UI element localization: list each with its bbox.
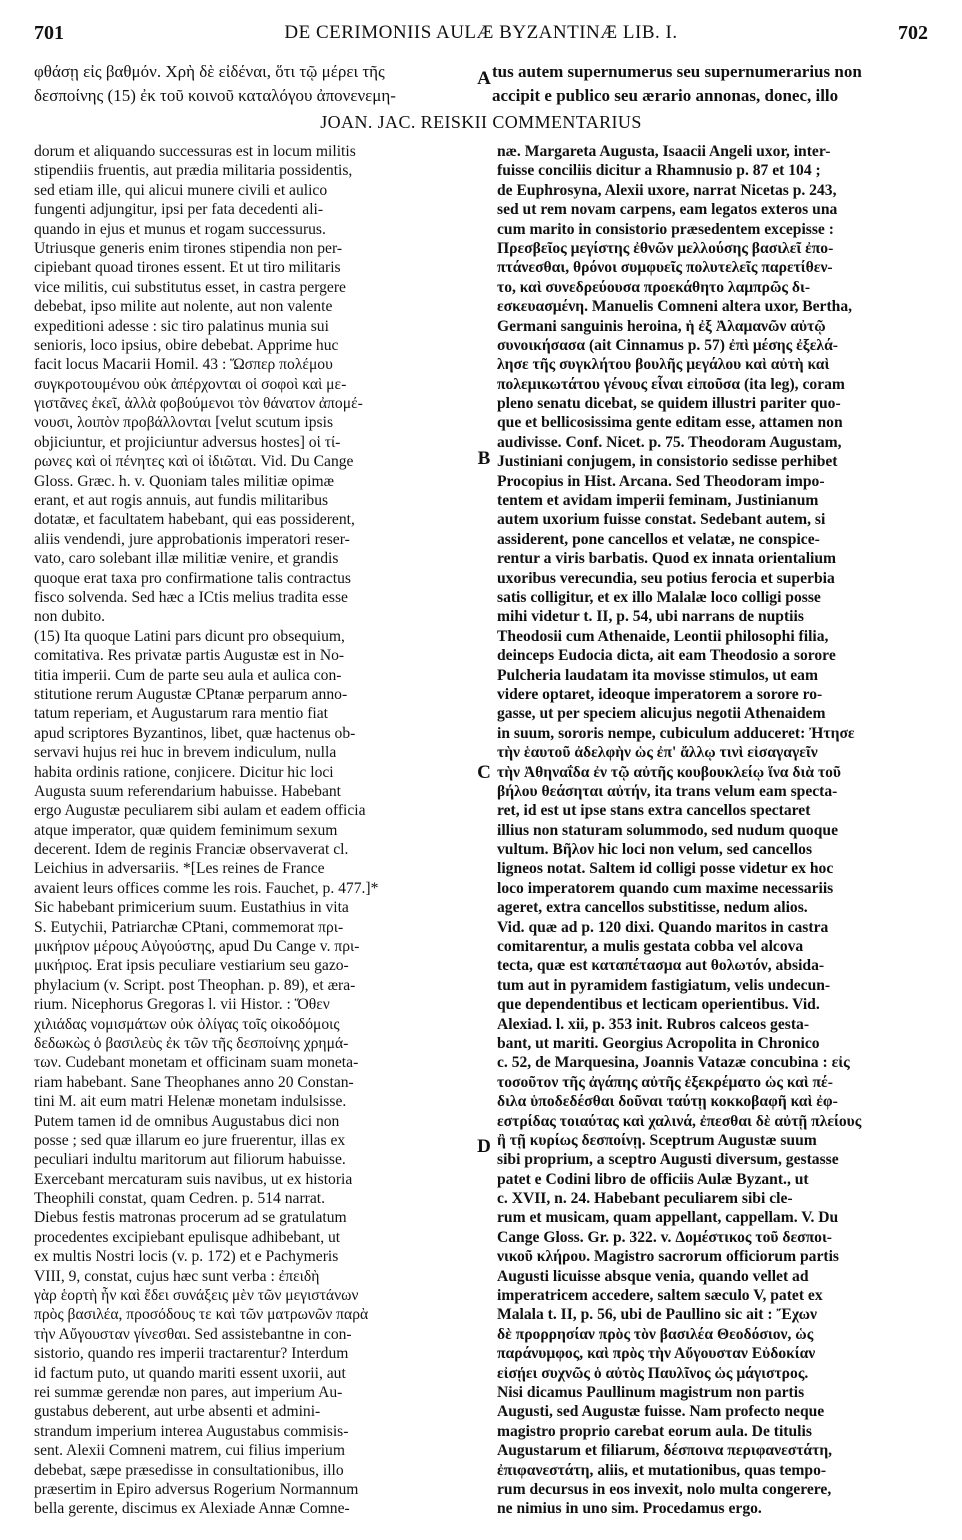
greek-text-line: φθάσῃ εἰς βαθμόν. Χρὴ δὲ εἰδέναι, ὅτι τῷ μέρει τῆς	[34, 62, 385, 81]
commentary-line: ageret, extra cancellos substitisse, nedum alios.	[497, 899, 808, 917]
commentary-line: ergo Augustæ peculiarem sibi aulam et eadem officia	[34, 802, 366, 820]
commentary-line: dorum et aliquando successuras est in locum militis	[34, 143, 356, 160]
commentary-line: tentem et avidam imperii feminam, Justinianum	[497, 492, 819, 510]
commentary-right-column	[497, 142, 929, 1519]
commentary-line: imperatricem accedere, saltem sæculo V, patet ex	[497, 1287, 823, 1305]
greek-text-line: δεσποίνης (15) ἐκ τοῦ κοινοῦ καταλόγου ἀπονενεμη-	[34, 86, 396, 105]
greek-main-text	[34, 60, 458, 108]
commentary-line: debebat, ipso milite aut nolente, aut non valente	[34, 298, 333, 316]
running-title: DE CERIMONIIS AULÆ BYZANTINÆ LIB. I.	[284, 22, 678, 43]
commentary-line: ligneos notat. Saltem id colligi posse videtur ex hoc	[497, 860, 834, 878]
commentary-line: Augusta suum referendarium habuisse. Habebant	[34, 782, 342, 800]
commentary-line: fuisse conciliis dicitur a Rhamnusio p. 87 et 104 ;	[497, 162, 821, 180]
commentary-line: audivisse. Conf. Nicet. p. 75. Theodoram Augustam,	[497, 433, 842, 451]
commentary-line: Utriusque generis enim tirones stipendia non per-	[34, 239, 343, 257]
commentary-line: Germani sanguinis heroina, ἡ ἐξ Ἀλαμανῶν αὐτῷ	[497, 317, 826, 335]
page-number-left: 701	[34, 22, 64, 44]
commentary-line: πτάνεσθαι, θρόνοι συμφυεῖς πολυτελεῖς παρετίθεν-	[497, 259, 833, 277]
commentary-line: satis colligitur, et ex illo Malalæ loco colligi posse	[497, 588, 821, 606]
commentary-line: rum decursus in eos invexit, nolo multa congerere,	[497, 1480, 832, 1498]
commentary-line: rei summæ gerendæ non pares, aut imperium Au-	[34, 1384, 343, 1401]
commentary-line: avaient leurs offices comme les rois. Fauchet, p. 477.]*	[34, 879, 379, 897]
commentary-line: que et bellicosissima gente editam esse, attamen non	[497, 414, 843, 432]
commentary-line: Vid. quæ ad p. 120 dixi. Quando maritos in castra	[497, 918, 829, 936]
commentary-line: εστρίδας τοιαύτας καὶ χαλινά, ἐπεσθαι δὲ αὐτῇ πλείους	[497, 1112, 862, 1130]
commentary-line: autem uxorium fuisse constat. Sedebant autem, si	[497, 511, 826, 529]
commentary-line: ne nimius in uno sim. Procedamus ergo.	[497, 1500, 762, 1518]
commentary-line: Putem tamen id de omnibus Augustabus dici non	[34, 1112, 340, 1130]
commentary-line: riam habebant. Sane Theophanes anno 20 Constan-	[34, 1073, 354, 1091]
commentary-line: objiciuntur, et projiciuntur adversus hostes] οἱ τί-	[34, 433, 341, 451]
commentary-line: uxoribus verecundia, seu potius ferocia et superbia	[497, 569, 835, 587]
commentary-line: posse ; sed quæ illarum eo jure fruerentur, illas ex	[34, 1131, 346, 1149]
commentary-line: senioris, loco ipsius, obire debebat. Apprime huc	[34, 336, 339, 354]
section-marker-b: B	[477, 448, 491, 469]
commentary-line: γιστᾶνες ἐκεῖ, ἀλλὰ φοβούμενοι τὸν θάνατον ἀπομέ-	[34, 395, 363, 413]
commentary-line: mihi videtur t. II, p. 54, ubi narrans de nuptiis	[497, 608, 804, 626]
commentary-line: deinceps Eudocia dicta, ait eam Theodosio a sorore	[497, 647, 836, 665]
commentary-line: erant, et aut rogis annuis, aut fundis militaribus	[34, 492, 329, 510]
commentary-line: patet e Codini libro de officiis Aulæ Byzant., ut	[497, 1170, 809, 1188]
commentary-line: συνοικήσασα (ait Cinnamus p. 57) ἐπὶ μέσης ἐξελά-	[497, 336, 838, 354]
commentary-line: πρὸς βασιλέα, προσόδους τε καὶ τῶν ματρωνῶν παρὰ	[34, 1306, 369, 1324]
commentary-line: S. Eutychii, Patriarchæ CPtani, commemorat πρι-	[34, 918, 344, 936]
commentary-title: JOAN. JAC. REISKII COMMENTARIUS	[320, 112, 642, 132]
commentary-line: ex multis Nostri locis (v. p. 172) et e Pachymeris	[34, 1248, 339, 1266]
commentary-line: tini M. ait eum matri Helenæ monetam indulsisse.	[34, 1093, 347, 1111]
commentary-line: βήλου θεάσηται αὐτήν, ita trans velum eam specta-	[497, 782, 838, 800]
commentary-line: apud scriptores Byzantinos, libet, quæ hactenus ob-	[34, 724, 356, 742]
commentary-line: τὴν ἑαυτοῦ ἀδελφὴν ὡς ἐπ' ἄλλῳ τινὶ εἰσαγαγεῖν	[497, 744, 818, 762]
commentary-line: bella gerente, discimus ex Alexiade Annæ Comne-	[34, 1500, 350, 1518]
commentary-line: non dubito.	[34, 608, 106, 626]
commentary-line: Theophili constat, quam Cedren. p. 514 narrat.	[34, 1190, 326, 1208]
commentary-line: strandum imperium interea Augustabus commisis-	[34, 1422, 349, 1440]
commentary-line: νικοῦ κλήρου. Magistro sacrorum officiorum partis	[497, 1248, 839, 1266]
commentary-line: pleno senatu dicebat, se quidem illustri pariter quo-	[497, 395, 841, 413]
commentary-line: τὴν Αὔγουσταν γίνεσθαι. Sed assistebantne in con-	[34, 1325, 352, 1343]
commentary-line: id factum puto, ut quando mariti essent uxorii, aut	[34, 1364, 346, 1382]
commentary-line: ἐπιφανεστάτη, aliis, et mutationibus, quas tempo-	[497, 1461, 827, 1479]
commentary-line: Augusti licuisse absque venia, quando vellet ad	[497, 1267, 809, 1285]
commentary-left-column	[34, 142, 472, 1519]
commentary-line: videre optaret, ideoque imperatorem a sorore ro-	[497, 685, 823, 703]
running-header	[24, 8, 938, 42]
commentary-line: aliis vendendi, jure approbationis imperatori reser-	[34, 530, 350, 548]
commentary-line: decerent. Idem de reginis Franciæ observaverat cl.	[34, 841, 349, 859]
latin-text-line: tus autem supernumerus seu supernumerarius non	[492, 62, 862, 81]
commentary-line: cipiebant quoad tirones essent. Et ut tiro militaris	[34, 259, 341, 277]
commentary-line: δὲ προρρησίαν πρὸς τὸν βασιλέα Θεοδόσιον, ὡς	[497, 1325, 814, 1343]
commentary-line: Procopius in Hist. Arcana. Sed Theodoram impo-	[497, 472, 825, 490]
commentary-line: sed etiam ille, qui alicui munere civili et aulico	[34, 181, 328, 199]
commentary-line: atque imperator, quæ quidem feminimum sexum	[34, 821, 338, 839]
commentary-line: (15) Ita quoque Latini pars dicunt pro obsequium,	[34, 627, 345, 645]
commentary-line: comitativa. Res privatæ partis Augustæ est in No-	[34, 647, 345, 665]
commentary-line: Diebus festis matronas procerum ad se gratulatum	[34, 1209, 347, 1227]
commentary-line: stitutione rerum Augustæ CPtanæ perparum anno-	[34, 685, 348, 703]
commentary-line: χιλιάδας νομισμάτων οὐκ ὀλίγας τοῖς οἰκοδόμοις	[34, 1015, 340, 1033]
commentary-line: δεδωκὼς ὁ βασιλεὺς ἐκ τῶν τῆς δεσποίνης χρημά-	[34, 1034, 349, 1052]
commentary-line: magistro proprio carebat eorum aula. De titulis	[497, 1422, 812, 1440]
commentary-line: Justiniani conjugem, in consistorio sedisse perhibet	[497, 453, 838, 471]
latin-text-line: accipit e publico seu ærario annonas, donec, illo	[492, 86, 839, 105]
commentary-line: Cange Gloss. Gr. p. 322. v. Δομέστικος τοῦ δεσποι-	[497, 1228, 832, 1246]
commentary-line: debebat, sæpe præsedisse in consultationibus, illo	[34, 1461, 344, 1479]
commentary-line: εἰσῄει συχνῶς ὁ αὐτὸς Παυλῖνος ὡς μάγιστρος.	[497, 1364, 809, 1382]
commentary-line: loco imperatorem quando cum maxime necessariis	[497, 879, 834, 897]
commentary-line: rium. Nicephorus Gregoras l. vii Histor. : Ὅθεν	[34, 996, 330, 1014]
commentary-line: Augusti, sed Augustæ fuisse. Nam profecto neque	[497, 1403, 825, 1421]
commentary-line: cum marito in consistorio præsedentem excepisse :	[497, 220, 834, 238]
commentary-line: Nisi dicamus Paullinum magistrum non partis	[497, 1384, 805, 1401]
commentary-line: phylacium (v. Script. post Theophan. p. 89), et æra-	[34, 976, 356, 994]
commentary-line: rentur a viris barbatis. Quod ex innata orientalium	[497, 550, 837, 568]
commentary-line: λησε τῆς συγκλήτου βουλῆς μεγάλου καὶ αὐτὴ καὶ	[497, 356, 830, 374]
commentary-line: Augustarum et filiarum, δέσποινα περιφανεστάτη,	[497, 1442, 833, 1460]
commentary-line: servavi hujus rei huc in brevem indiculum, nulla	[34, 744, 337, 762]
commentary-line: gustabus deberent, aut urbe absenti et admini-	[34, 1403, 321, 1421]
commentary-line: πολεμικωτάτου γένους εἶναι εἰποῦσα (ita leg), coram	[497, 375, 845, 393]
commentary-line: sent. Alexii Comneni matrem, cui filius imperium	[34, 1442, 345, 1460]
commentary-line: sibi proprium, a sceptro Augusti diversum, gestasse	[497, 1151, 839, 1169]
commentary-line: μικήριος. Erat ipsis peculiare vestiarium seu gazo-	[34, 957, 349, 975]
commentary-line: ἢ τῇ κυρίως δεσποίνῃ. Sceptrum Augustæ suum	[497, 1131, 817, 1149]
commentary-line: το, καὶ συνεδρεύουσα προεκάθητο λαμπρῶς δι-	[497, 278, 811, 296]
commentary-line: Πρεσβεῖος μεγίστης ἐθνῶν μελλούσης βασιλεῖ ἐπο-	[497, 239, 834, 257]
commentary-line: tecta, quæ est καταπέτασμα aut θολωτόν, absida-	[497, 957, 825, 975]
commentary-line: rum et musicam, quam appellant, cappellam. V. Du	[497, 1209, 839, 1227]
commentary-line: c. 52, de Marquesina, Joannis Vatazæ concubina : εἰς	[497, 1054, 850, 1072]
section-marker-a: A	[477, 68, 491, 89]
commentary-line: νουσι, λοιπὸν προβάλλονται [velut scutum ipsis	[34, 414, 334, 432]
commentary-line: de Euphrosyna, Alexii uxore, narrat Nicetas p. 243,	[497, 181, 837, 199]
commentary-line: sed ut rem novam carpens, eam legatos exteros una	[497, 201, 838, 219]
commentary-line: procedentes excipiebant epulisque adhibebant, ut	[34, 1228, 341, 1246]
commentary-line: illius non staturam solummodo, sed nudum quoque	[497, 821, 838, 839]
commentary-line: stipendiis fruentis, aut prædia militaria possidentis,	[34, 162, 353, 180]
commentary-line: Leichius in adversariis. *[Les reines de France	[34, 860, 325, 878]
commentary-line: næ. Margareta Augusta, Isaacii Angeli uxor, inter-	[497, 143, 831, 160]
commentary-line: fisco solvenda. Sed hæc a ICtis melius tradita esse	[34, 588, 348, 606]
commentary-line: τοσοῦτον τῆς ἀγάπης αὐτῆς ἐξεκρέματο ὡς καὶ πέ-	[497, 1073, 833, 1091]
commentary-line: peculiari indultu maritorum aut filiorum habuisse.	[34, 1151, 346, 1169]
commentary-line: vato, caro solebant illæ militiæ venire, et grandis	[34, 550, 339, 568]
commentary-line: sistorio, quando res imperii tractarentur? Interdum	[34, 1345, 349, 1363]
commentary-line: ρωνες καὶ οἱ πένητες καὶ οἱ ἰδιῶται. Vid. Du Cange	[34, 453, 354, 471]
commentary-line: των. Cudebant monetam et officinam suam moneta-	[34, 1054, 359, 1072]
commentary-line: titia imperii. Cum de parte seu aula et aulica con-	[34, 666, 342, 684]
commentary-line: expeditioni adesse : sic tiro palatinus munia sui	[34, 317, 329, 335]
commentary-line: Theodosii cum Athenaide, Leontii philosophi filia,	[497, 627, 829, 645]
commentary-line: comitarentur, a mulis gestata cobba vel alcova	[497, 938, 804, 956]
section-marker-d: D	[477, 1136, 491, 1157]
commentary-line: παράνυμφος, καὶ πρὸς τὴν Αὔγουσταν Εὐδοκίαν	[497, 1345, 816, 1363]
commentary-line: Alexiad. l. xii, p. 353 init. Rubros calceos gesta-	[497, 1015, 810, 1033]
section-marker-c: C	[477, 762, 491, 783]
commentary-line: tum aut in pyramidem fastigiatum, velis undecun-	[497, 976, 831, 994]
commentary-line: τὴν Ἀθηναΐδα ἐν τῷ αὐτῆς κουβουκλείῳ ἵνα διὰ τοῦ	[497, 763, 842, 781]
commentary-line: bant, ut mariti. Georgius Acropolita in Chronico	[497, 1034, 820, 1052]
commentary-line: quando in ejus et munus et rogam successurus.	[34, 220, 326, 238]
commentary-line: c. XVII, n. 24. Habebant peculiarem sibi cle-	[497, 1190, 793, 1208]
commentary-line: μικήριον μέρους Αὐγούστης, apud Du Cange v. πρι-	[34, 938, 360, 956]
commentary-line: Exercebant mercaturam suis navibus, ut ex historia	[34, 1170, 353, 1188]
commentary-line: Gloss. Græc. h. v. Quoniam tales militiæ opimæ	[34, 472, 335, 490]
commentary-line: gasse, ut per speciem alicujus negotii Athenaidem	[497, 705, 826, 723]
commentary-line: εσκευασμένη. Manuelis Comneni altera uxor, Bertha,	[497, 298, 853, 316]
commentary-line: VIII, 9, constat, cujus hæc sunt verba : ἐπειδὴ	[34, 1267, 320, 1285]
commentary-line: γὰρ ἑορτὴ ἦν καὶ ἔδει συνάξεις μὲν τῶν μεγιστάνων	[34, 1287, 359, 1305]
commentary-line: in suum, sororis nempe, cubiculum adduceret: Ἠτησε	[497, 724, 855, 742]
commentary-line: Sic habebant primicerium suum. Eustathius in vita	[34, 899, 349, 917]
commentary-line: συγκροτουμένου οὐκ ἀπέρχονται οἱ σοφοὶ καὶ με-	[34, 375, 347, 393]
commentary-line: Pulcheria laudatam ita movisse stimulos, ut eam	[497, 666, 818, 684]
commentary-line: vultum. Βῆλον hic loci non velum, sed cancellos	[497, 841, 813, 859]
commentary-line: facit locus Macarii Homil. 43 : Ὥσπερ πολέμου	[34, 356, 333, 374]
latin-main-text	[492, 60, 927, 108]
commentary-line: habita ordinis ratione, conjicere. Dicitur hic loci	[34, 763, 334, 781]
commentary-line: διλα ὑποδεδέσθαι δοῦναι ταύτῃ κοκκοβαφῆ καὶ ἐφ-	[497, 1093, 838, 1111]
commentary-line: Malala t. II, p. 56, ubi de Paullino sic ait : Ἔχων	[497, 1306, 817, 1324]
commentary-line: fungenti adjungitur, ipsi per fata decedenti ali-	[34, 201, 324, 219]
commentary-line: que dependentibus et lecticam operientibus. Vid.	[497, 996, 820, 1014]
commentary-line: vice militis, cui substitutus esset, in castra pergere	[34, 278, 346, 296]
commentary-line: dotatæ, et facultatem habebant, qui eas possiderent,	[34, 511, 355, 529]
page-number-right: 702	[898, 22, 928, 44]
commentary-line: præsertim in Epiro adversus Rogerium Normannum	[34, 1480, 359, 1498]
commentary-line: quoque erat taxa pro confirmatione talis contractus	[34, 569, 351, 587]
commentary-line: ret, id est ut ipse stans extra cancellos spectaret	[497, 802, 811, 820]
commentary-line: assiderent, pone cancellos et velatæ, ne conspice-	[497, 530, 820, 548]
commentary-line: tatum reperiam, et Augustarum rara mentio fiat	[34, 705, 329, 723]
